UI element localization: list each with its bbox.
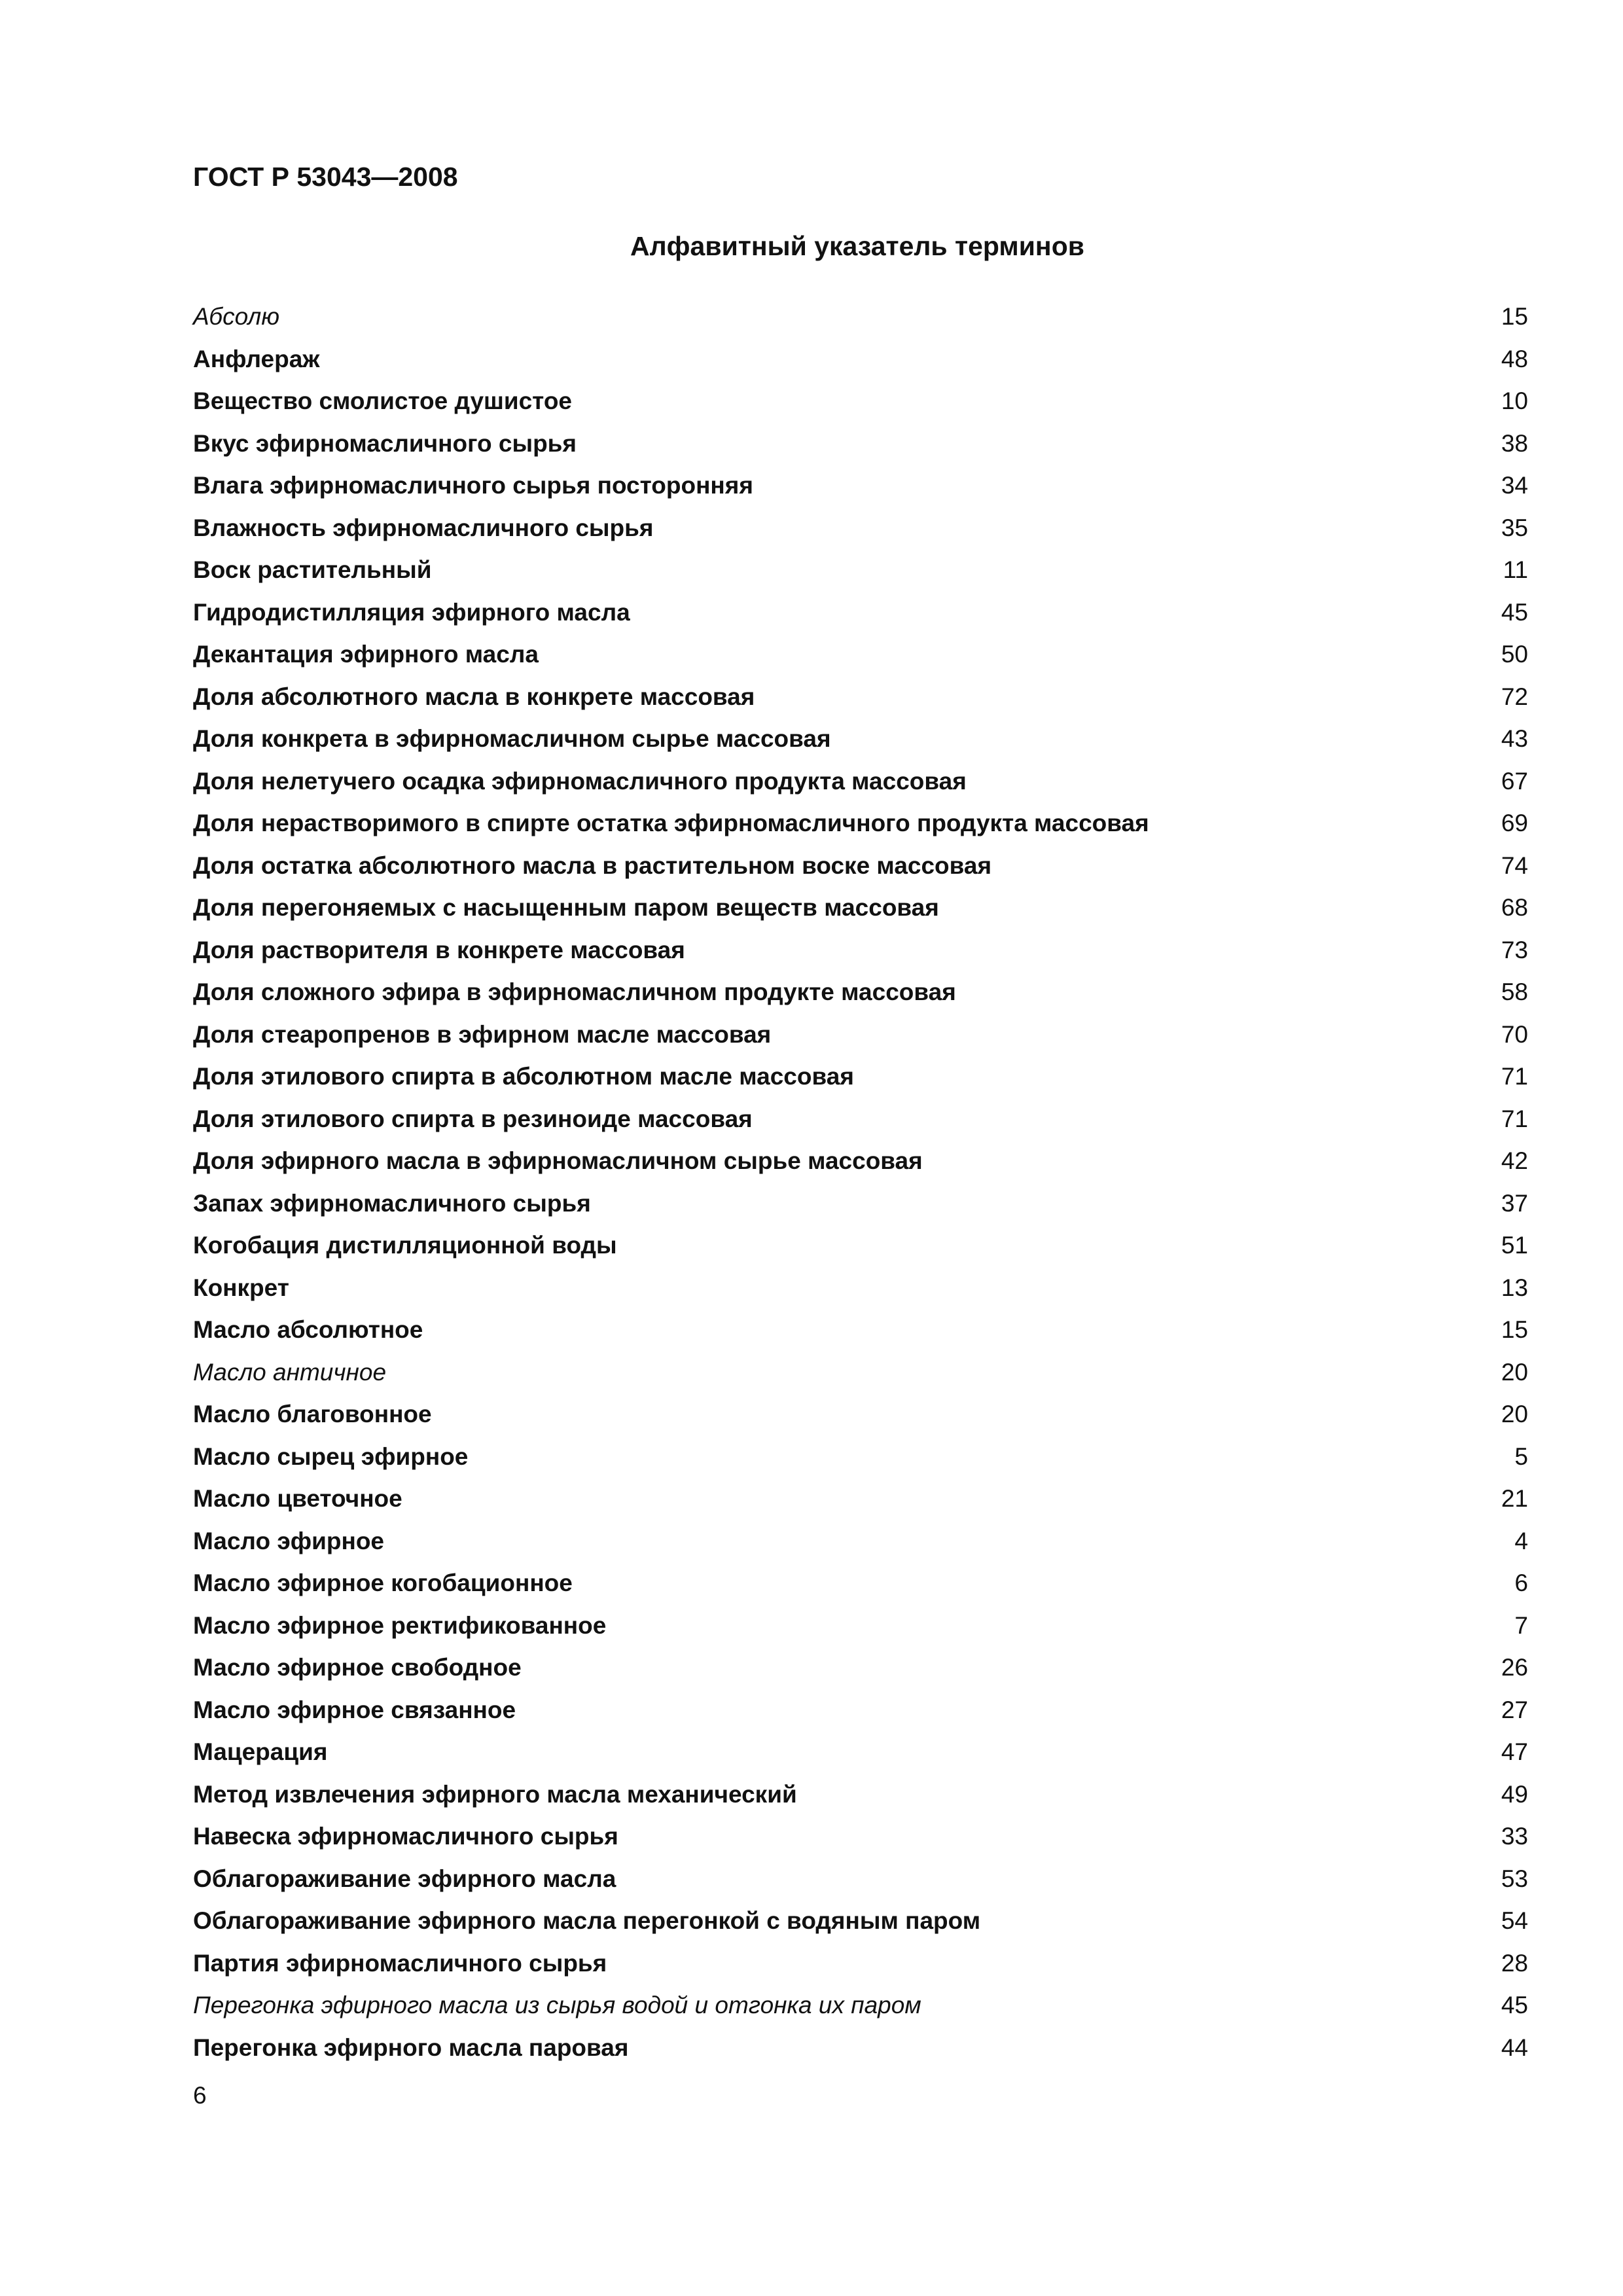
index-term-number: 42: [1501, 1147, 1528, 1174]
index-term: Когобация дистилляционной воды: [193, 1232, 617, 1259]
index-term: Конкрет: [193, 1274, 289, 1301]
index-entry: [193, 1520, 1528, 1563]
index-term-number: 26: [1501, 1654, 1528, 1681]
index-term-number: 47: [1501, 1738, 1528, 1765]
index-term-number: 50: [1501, 641, 1528, 668]
index-term-number: 70: [1501, 1020, 1528, 1048]
index-term-number: 38: [1501, 429, 1528, 457]
index-entry: [193, 1605, 1528, 1647]
index-term: Доля этилового спирта в резиноиде массовая: [193, 1105, 753, 1132]
index-term: Доля остатка абсолютного масла в растительном воске массовая: [193, 852, 992, 879]
index-term: Доля нерастворимого в спирте остатка эфирномасличного продукта массовая: [193, 810, 1149, 836]
index-term-number: 5: [1514, 1443, 1528, 1470]
index-term: Влажность эфирномасличного сырья: [193, 514, 654, 541]
index-entry: [193, 338, 1528, 381]
index-entry: [193, 1183, 1528, 1225]
index-term: Запах эфирномасличного сырья: [193, 1189, 591, 1217]
index-entry: [193, 1098, 1528, 1141]
index-term-number: 28: [1501, 1949, 1528, 1977]
index-term-number: 71: [1501, 1063, 1528, 1090]
index-term: Масло античное: [193, 1358, 387, 1386]
index-entry: [193, 296, 1528, 338]
index-term-number: 45: [1501, 1992, 1528, 2018]
index-term-number: 15: [1501, 303, 1528, 330]
index-term: Анфлераж: [193, 345, 320, 372]
index-entry: [193, 549, 1528, 592]
page-number: 6: [193, 2082, 207, 2109]
index-term-number: 20: [1501, 1358, 1528, 1386]
index-term-number: 68: [1501, 894, 1528, 921]
index-entry: [193, 1689, 1528, 1732]
index-term-number: 69: [1501, 810, 1528, 836]
index-term: Масло эфирное ректификованное: [193, 1611, 607, 1639]
index-term: Влага эфирномасличного сырья посторонняя: [193, 472, 753, 499]
index-term: Масло абсолютное: [193, 1316, 423, 1343]
index-entry: [193, 380, 1528, 423]
index-term-number: 15: [1501, 1316, 1528, 1343]
index-term: Партия эфирномасличного сырья: [193, 1949, 607, 1977]
index-entry: [193, 423, 1528, 465]
index-term: Масло сырец эфирное: [193, 1443, 469, 1470]
index-term-number: 6: [1514, 1570, 1528, 1596]
index-term: Воск растительный: [193, 556, 432, 583]
index-entry: [193, 887, 1528, 929]
index-entry: [193, 929, 1528, 972]
index-entry: [193, 1816, 1528, 1858]
index-term-number: 71: [1501, 1105, 1528, 1132]
index-entry: [193, 592, 1528, 634]
index-term: Абсолю: [193, 303, 280, 330]
index-entry: [193, 676, 1528, 719]
index-entry: [193, 1731, 1528, 1774]
index-entry: [193, 1014, 1528, 1056]
index-entry: [193, 1140, 1528, 1183]
index-term: Масло эфирное свободное: [193, 1654, 522, 1681]
index-term-number: 58: [1501, 978, 1528, 1005]
index-term: Вкус эфирномасличного сырья: [193, 429, 577, 457]
index-term-number: 48: [1501, 345, 1528, 372]
index-term-number: 20: [1501, 1401, 1528, 1427]
index-term-number: 67: [1501, 767, 1528, 795]
index-entry: [193, 1309, 1528, 1352]
index-term: Метод извлечения эфирного масла механический: [193, 1780, 797, 1808]
index-term-number: 35: [1501, 514, 1528, 541]
index-entry: [193, 1943, 1528, 1985]
index-term: Доля сложного эфира в эфирномасличном продукте массовая: [193, 978, 956, 1005]
index-entry: [193, 845, 1528, 888]
index-term-number: 53: [1501, 1865, 1528, 1892]
index-entry: [193, 1056, 1528, 1098]
index-term: Доля эфирного масла в эфирномасличном сырье массовая: [193, 1147, 923, 1174]
index-entry: [193, 634, 1528, 676]
index-term: Перегонка эфирного масла из сырья водой и отгонка их паром: [193, 1992, 921, 2018]
index-term: Вещество смолистое душистое: [193, 387, 572, 414]
index-term-number: 74: [1501, 852, 1528, 879]
index-entry: [193, 1562, 1528, 1605]
index-entry: [193, 1774, 1528, 1816]
index-term: Масло эфирное когобационное: [193, 1570, 573, 1596]
index-term-number: 34: [1501, 472, 1528, 499]
index-entry: [193, 1267, 1528, 1310]
index-term: Масло цветочное: [193, 1485, 402, 1512]
index-entry: [193, 1858, 1528, 1901]
index-term: Доля этилового спирта в абсолютном масле массовая: [193, 1063, 854, 1090]
index-term: Доля абсолютного масла в конкрете массовая: [193, 683, 755, 710]
index-term-number: 49: [1501, 1780, 1528, 1808]
index-entry: [193, 1225, 1528, 1267]
index-term-number: 21: [1501, 1485, 1528, 1512]
index-entry: [193, 507, 1528, 550]
index-entry: [193, 1436, 1528, 1479]
index-term: Масло благовонное: [193, 1401, 432, 1427]
index-term: Навеска эфирномасличного сырья: [193, 1823, 618, 1850]
index-entry: [193, 465, 1528, 507]
term-index-list: [193, 296, 1528, 2069]
index-term: Масло эфирное связанное: [193, 1696, 516, 1723]
index-term-number: 10: [1501, 387, 1528, 414]
index-term: Гидродистилляция эфирного масла: [193, 598, 630, 626]
index-term: Доля конкрета в эфирномасличном сырье массовая: [193, 725, 831, 752]
index-term-number: 73: [1501, 936, 1528, 963]
index-entry: [193, 1352, 1528, 1394]
index-title: Алфавитный указатель терминов: [630, 231, 1084, 261]
index-term-number: 72: [1501, 683, 1528, 710]
index-term-number: 37: [1501, 1189, 1528, 1217]
index-term-number: 7: [1514, 1611, 1528, 1639]
index-entry: [193, 1647, 1528, 1689]
index-term-number: 43: [1501, 725, 1528, 752]
index-entry: [193, 1900, 1528, 1943]
index-term-number: 44: [1501, 2034, 1528, 2061]
index-term: Доля растворителя в конкрете массовая: [193, 936, 685, 963]
document-code: ГОСТ Р 53043—2008: [193, 162, 458, 192]
index-entry: [193, 971, 1528, 1014]
index-entry: [193, 1984, 1528, 2027]
index-term: Масло эфирное: [193, 1527, 385, 1554]
index-term: Облагораживание эфирного масла: [193, 1865, 616, 1892]
index-term: Мацерация: [193, 1738, 328, 1765]
index-entry: [193, 761, 1528, 803]
index-entry: [193, 1393, 1528, 1436]
index-term-number: 27: [1501, 1696, 1528, 1723]
index-term-number: 45: [1501, 598, 1528, 626]
index-entry: [193, 1478, 1528, 1520]
index-term-number: 33: [1501, 1823, 1528, 1850]
index-term: Перегонка эфирного масла паровая: [193, 2034, 629, 2061]
index-entry: [193, 2027, 1528, 2070]
index-term: Доля перегоняемых с насыщенным паром веществ массовая: [193, 894, 939, 921]
index-term-number: 51: [1501, 1232, 1528, 1259]
index-term: Доля нелетучего осадка эфирномасличного продукта массовая: [193, 767, 967, 795]
index-term-number: 13: [1501, 1274, 1528, 1301]
index-term: Облагораживание эфирного масла перегонкой с водяным паром: [193, 1907, 981, 1934]
index-term-number: 11: [1503, 556, 1528, 583]
index-term: Декантация эфирного масла: [193, 641, 539, 668]
index-term-number: 54: [1501, 1907, 1528, 1934]
index-term-number: 4: [1514, 1527, 1528, 1554]
index-term: Доля стеаропренов в эфирном масле массовая: [193, 1020, 772, 1048]
index-entry: [193, 802, 1528, 845]
index-entry: [193, 718, 1528, 761]
